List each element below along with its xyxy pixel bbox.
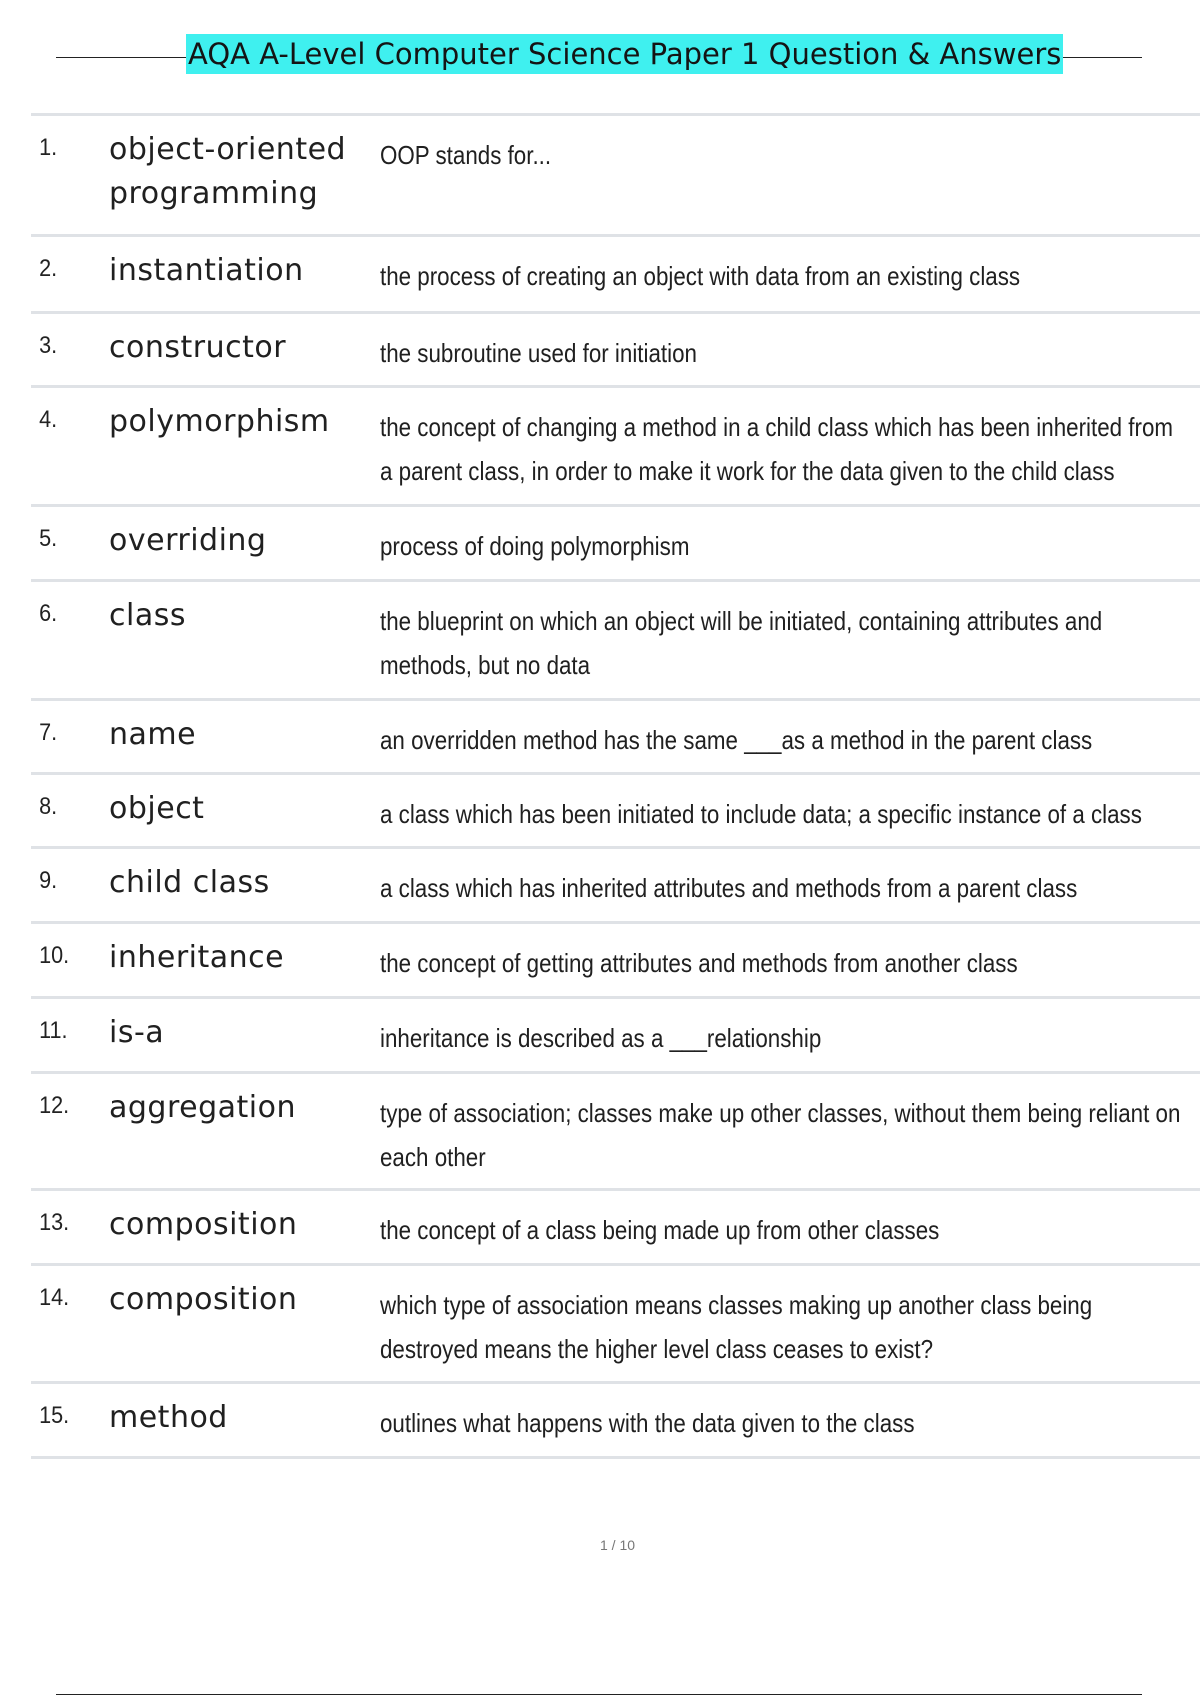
- qa-term: class: [109, 598, 186, 633]
- qa-row: [31, 1071, 1200, 1188]
- qa-term: constructor: [109, 330, 287, 365]
- qa-row: [31, 1381, 1200, 1459]
- qa-definition: type of association; classes make up other classes, without them being reliant on each other: [380, 1098, 1181, 1172]
- qa-definition: the subroutine used for initiation: [380, 338, 697, 368]
- qa-number: 10.: [39, 942, 70, 969]
- qa-definition: OOP stands for...: [380, 140, 552, 170]
- qa-definition: inheritance is described as a ___relationship: [380, 1023, 822, 1053]
- qa-definition: an overridden method has the same ___as a method in the parent class: [380, 725, 1093, 755]
- qa-row: [31, 234, 1200, 311]
- qa-number: 11.: [39, 1017, 68, 1044]
- qa-term: object: [109, 791, 205, 826]
- qa-term: overriding: [109, 523, 267, 558]
- qa-row: [31, 698, 1200, 772]
- qa-row: [31, 996, 1200, 1071]
- qa-term: object-oriented programming: [109, 132, 347, 211]
- qa-number: 15.: [39, 1402, 70, 1429]
- qa-term: child class: [109, 865, 270, 900]
- qa-number: 4.: [39, 406, 58, 433]
- qa-term: is-a: [109, 1015, 165, 1050]
- qa-definition: the concept of getting attributes and methods from another class: [380, 948, 1018, 978]
- qa-definition: which type of association means classes making up another class being destroyed means the higher level class ceases to exist?: [380, 1290, 1093, 1364]
- qa-definition: a class which has been initiated to include data; a specific instance of a class: [380, 799, 1142, 829]
- qa-number: 8.: [39, 793, 58, 820]
- qa-term: instantiation: [109, 253, 304, 288]
- qa-definition: outlines what happens with the data given to the class: [380, 1408, 915, 1438]
- qa-definition: the blueprint on which an object will be initiated, containing attributes and methods, but no data: [380, 606, 1103, 680]
- qa-number: 3.: [39, 332, 58, 359]
- qa-term: composition: [109, 1207, 298, 1242]
- qa-row: [31, 772, 1200, 846]
- bottom-rule: [56, 1694, 1142, 1695]
- qa-number: 1.: [39, 134, 58, 161]
- document-title: AQA A-Level Computer Science Paper 1 Question & Answers: [186, 34, 1063, 74]
- qa-term: aggregation: [109, 1090, 296, 1125]
- qa-term: name: [109, 717, 197, 752]
- qa-number: 7.: [39, 719, 58, 746]
- qa-term: composition: [109, 1282, 298, 1317]
- qa-definition: the process of creating an object with data from an existing class: [380, 261, 1021, 291]
- qa-definition: process of doing polymorphism: [380, 531, 690, 561]
- qa-number: 13.: [39, 1209, 70, 1236]
- qa-row: [31, 846, 1200, 921]
- qa-row: [31, 504, 1200, 579]
- qa-number: 5.: [39, 525, 58, 552]
- qa-row: [31, 1188, 1200, 1263]
- qa-row: [31, 1263, 1200, 1381]
- qa-row: [31, 113, 1200, 234]
- qa-term: method: [109, 1400, 228, 1435]
- qa-number: 9.: [39, 867, 58, 894]
- qa-term: inheritance: [109, 940, 285, 975]
- qa-row: [31, 921, 1200, 996]
- qa-number: 12.: [39, 1092, 70, 1119]
- qa-definition: a class which has inherited attributes and methods from a parent class: [380, 873, 1078, 903]
- title-banner: [56, 30, 1142, 78]
- qa-row: [31, 311, 1200, 385]
- page-indicator: 1 / 10: [599, 1537, 636, 1553]
- qa-definition: the concept of a class being made up from other classes: [380, 1215, 940, 1245]
- qa-row: [31, 579, 1200, 698]
- qa-row: [31, 385, 1200, 504]
- qa-number: 6.: [39, 600, 58, 627]
- qa-number: 2.: [39, 255, 58, 282]
- qa-number: 14.: [39, 1284, 70, 1311]
- qa-term: polymorphism: [109, 404, 330, 439]
- qa-definition: the concept of changing a method in a child class which has been inherited from a parent class, in order to make it work for the data given to the child class: [380, 412, 1174, 486]
- qa-table: [31, 113, 1200, 1459]
